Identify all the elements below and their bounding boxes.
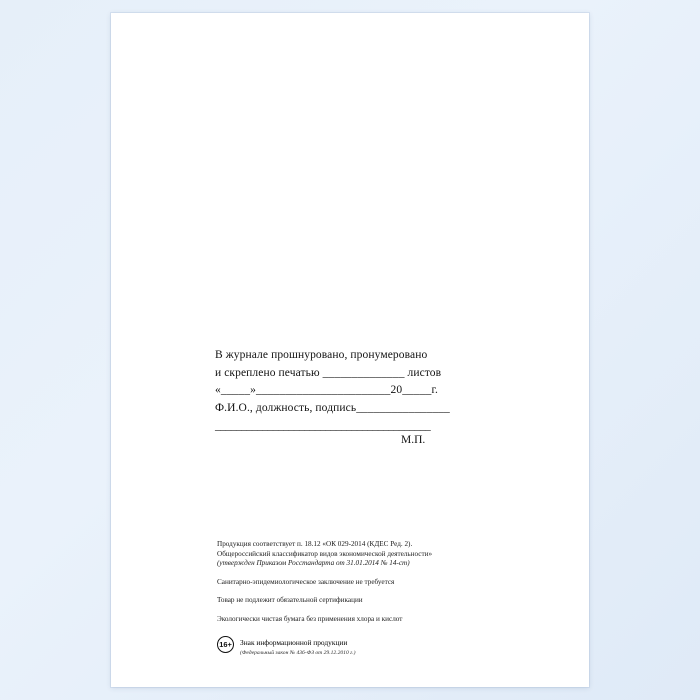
legal-notes-block xyxy=(217,540,547,625)
age-mark-row xyxy=(217,636,356,658)
product-classification-note xyxy=(217,540,547,569)
paper-note xyxy=(217,615,547,625)
document-page xyxy=(111,13,589,687)
certification-line-2: и скреплено печатью ______________ листов xyxy=(215,366,442,379)
certification-line-1: В журнале прошнуровано, пронумеровано xyxy=(215,349,428,361)
product-classification-line-1: Продукция соответствует п. 18.12 «ОК 029-2014 (КДЕС Ред. 2). xyxy=(217,540,413,548)
age-mark-law: (Федеральный закон № 436-ФЗ от 29.12.2010 г.) xyxy=(240,649,356,656)
certification-signature-line: Ф.И.О., должность, подпись________________ xyxy=(215,401,450,414)
product-classification-line-2: Общероссийский классификатор видов экономической деятельности» xyxy=(217,549,433,558)
stamp-place-label: М.П. xyxy=(401,434,426,446)
paper-note-text: Экологически чистая бумага без применения хлора и кислот xyxy=(217,614,403,623)
certification-block xyxy=(215,347,545,436)
certification-note-text: Товар не подлежит обязательной сертификации xyxy=(217,596,363,605)
certification-date-line: «_____»_______________________20_____г. xyxy=(215,384,438,396)
age-rating-icon: 16+ xyxy=(217,636,234,653)
certification-note xyxy=(217,596,547,606)
certification-rule: _________________________________________ xyxy=(215,420,431,432)
sanitary-note xyxy=(217,578,547,588)
age-mark-label: Знак информационной продукции xyxy=(240,638,348,647)
sanitary-note-text: Санитарно-эпидемиологическое заключение не требуется xyxy=(217,577,395,586)
age-mark-text xyxy=(240,636,356,658)
product-classification-line-3: (утвержден Приказом Росстандарта от 31.01.2014 № 14-ст) xyxy=(217,559,410,568)
